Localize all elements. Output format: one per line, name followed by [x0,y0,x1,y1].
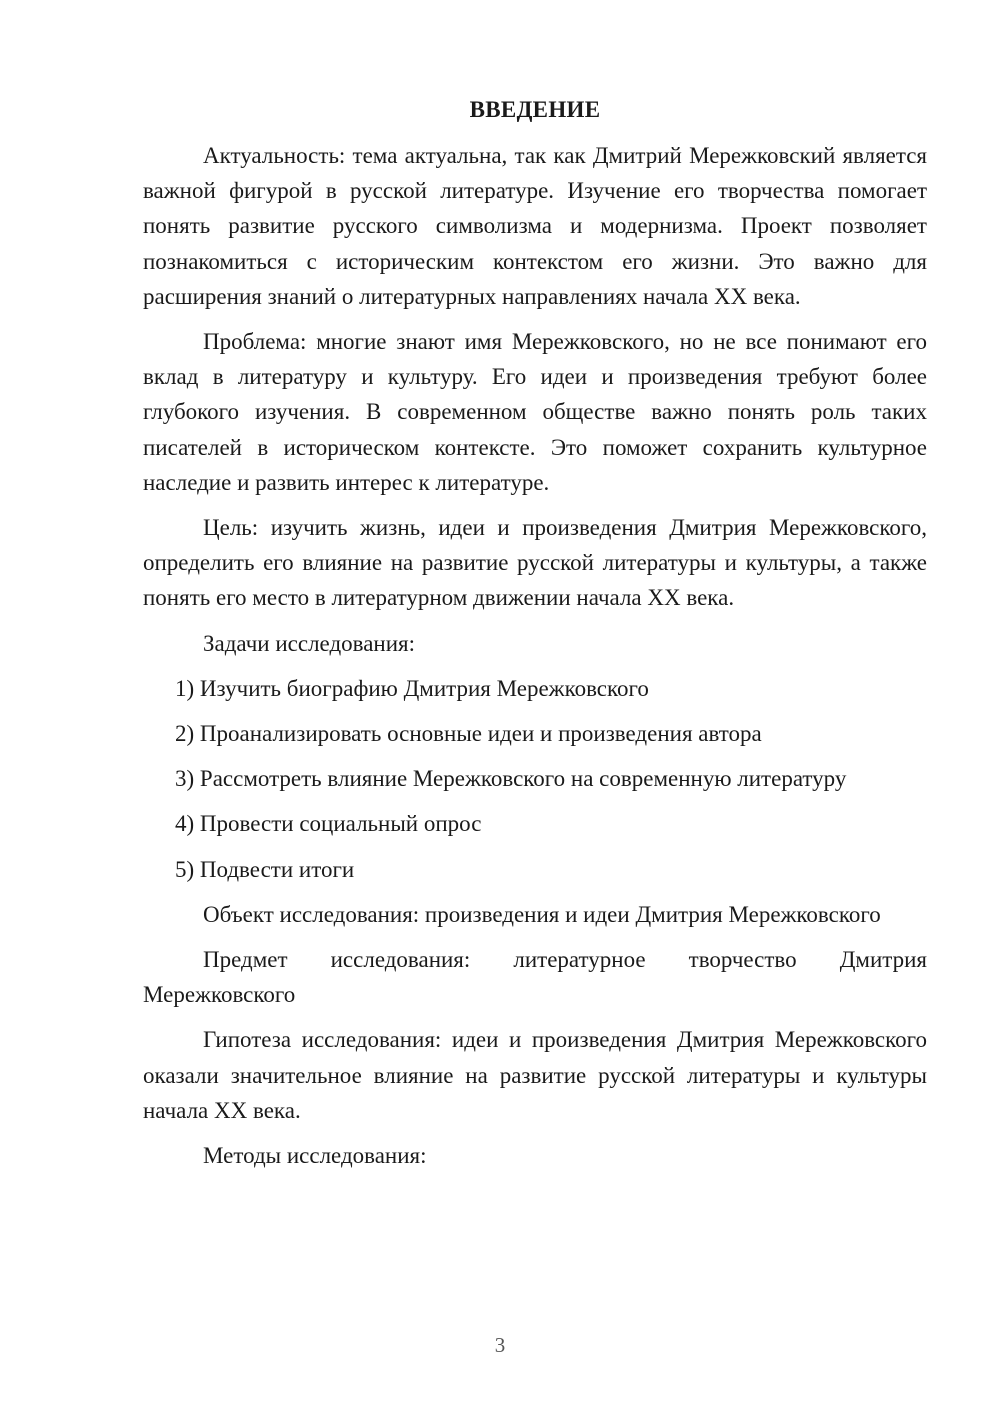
tasks-list [143,671,927,887]
task-item: 4) Провести социальный опрос [175,811,482,837]
task-item: 3) Рассмотреть влияние Мережковского на современную литературу [175,766,847,792]
section-heading: ВВЕДЕНИЕ [469,97,601,122]
task-item: 5) Подвести итоги [175,856,355,882]
task-item: 1) Изучить биографию Дмитрия Мережковского [175,675,649,701]
hypothesis-paragraph: Гипотеза исследования: идеи и произведения Дмитрия Мережковского оказали значительное влияние на развитие русской литературы и культуры начала XX века. [143,1027,927,1123]
relevance-paragraph: Актуальность: тема актуальна, так как Дмитрий Мережковский является важной фигурой в русской литературе. Изучение его творчества помогает понять развитие русского символизма и модернизма. Проект позволяет познакомиться с историческим контекстом его жизни. Это важно для расширения знаний о литературных направлениях начала XX века. [143,143,927,309]
goal-paragraph: Цель: изучить жизнь, идеи и произведения Дмитрия Мережковского, определить его влияние на развитие русской литературы и культуры, а также понять его место в литературном движении начала XX века. [143,515,927,611]
methods-title: Методы исследования: [203,1143,427,1169]
subject-paragraph: Предмет исследования: литературное творчество Дмитрия Мережковского [143,947,927,1008]
task-item: 2) Проанализировать основные идеи и произведения автора [175,721,762,747]
document-page [143,94,927,1183]
page-number: 3 [494,1333,506,1357]
object-paragraph: Объект исследования: произведения и идеи Дмитрия Мережковского [203,901,881,927]
problem-paragraph: Проблема: многие знают имя Мережковского, но не все понимают его вклад в литературу и культуру. Его идеи и произведения требуют более глубокого изучения. В современном обществе важно понять роль таких писателей в историческом контексте. Это поможет сохранить культурное наследие и развить интерес к литературе. [143,329,927,495]
tasks-title: Задачи исследования: [203,630,416,656]
